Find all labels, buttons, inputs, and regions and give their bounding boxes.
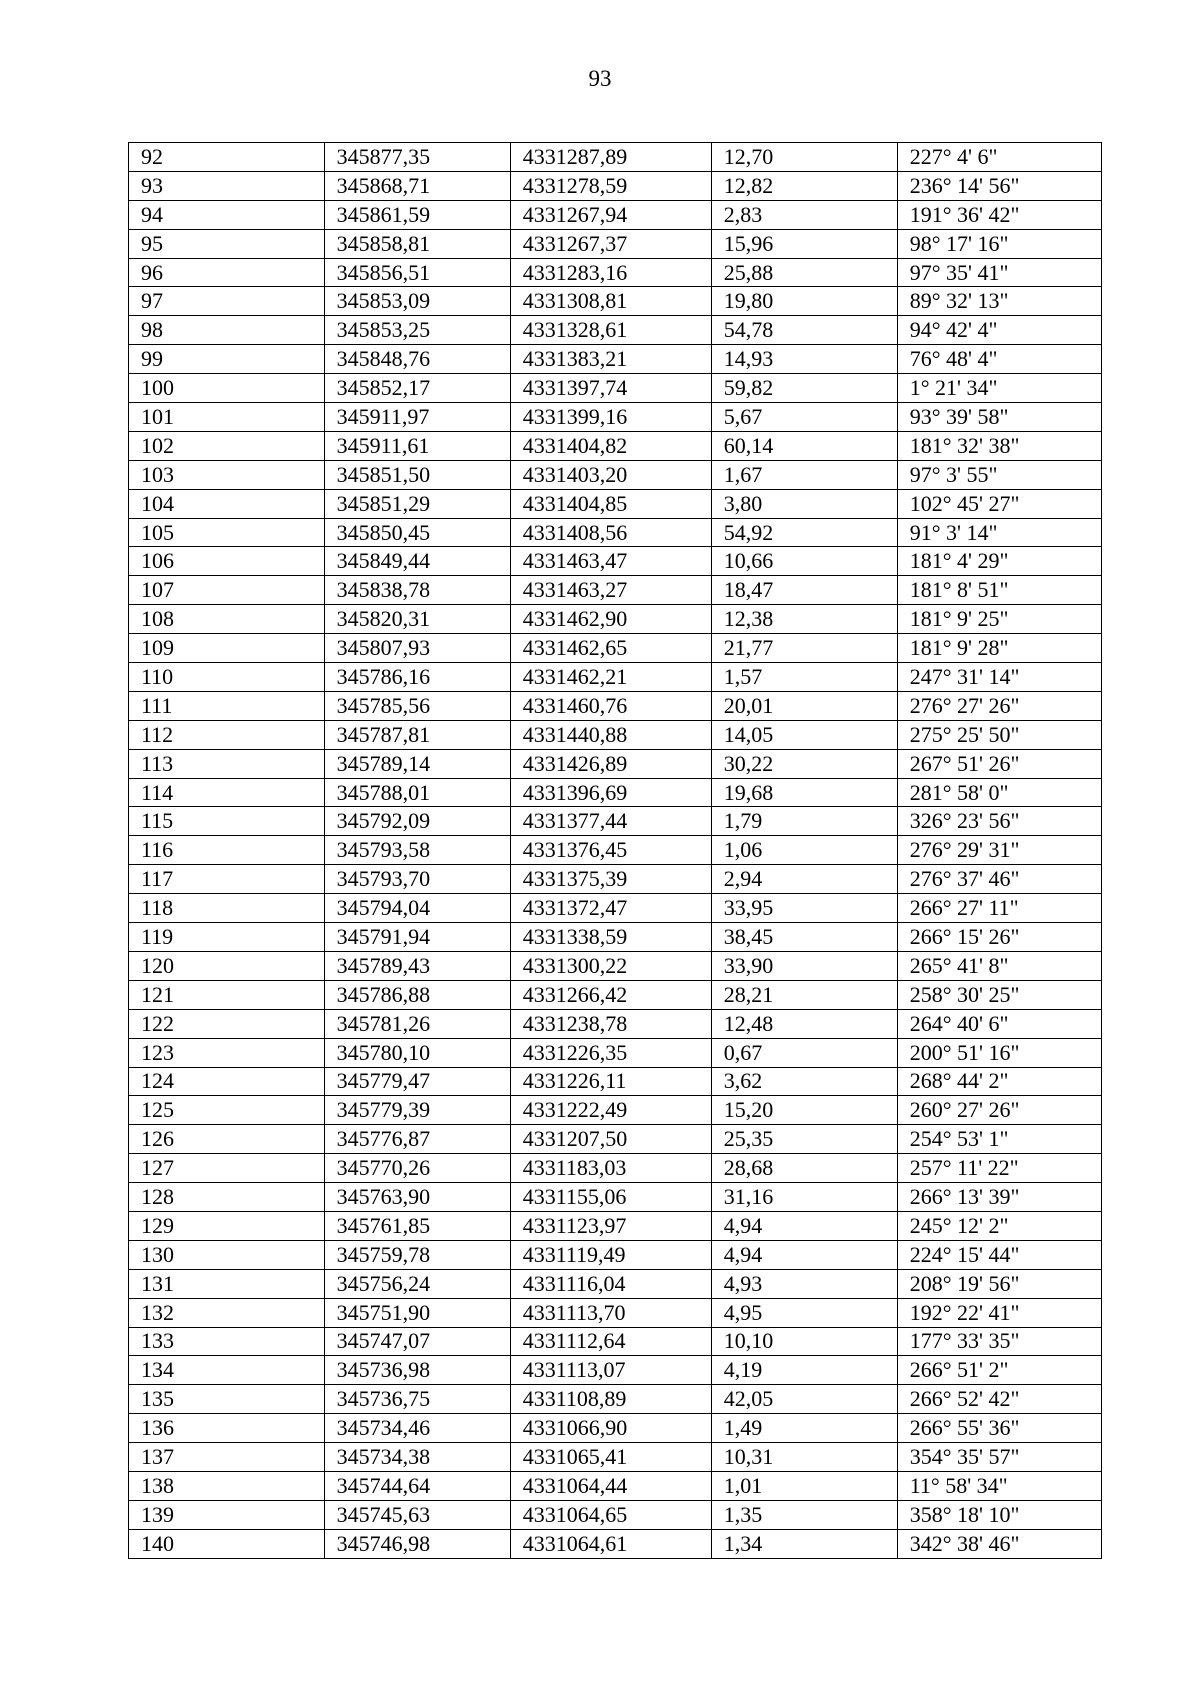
y-coordinate-cell: 4331238,78: [510, 1009, 711, 1038]
bearing-cell: 102° 45' 27": [897, 489, 1101, 518]
table-row: [129, 287, 1102, 316]
point-number-cell: 102: [129, 431, 325, 460]
x-coordinate-cell: 345747,07: [324, 1327, 510, 1356]
bearing-cell: 98° 17' 16": [897, 229, 1101, 258]
y-coordinate-cell: 4331066,90: [510, 1414, 711, 1443]
distance-cell: 10,31: [711, 1443, 897, 1472]
table-row: [129, 1183, 1102, 1212]
y-coordinate-cell: 4331064,44: [510, 1471, 711, 1500]
table-row: [129, 1125, 1102, 1154]
y-coordinate-cell: 4331112,64: [510, 1327, 711, 1356]
point-number-cell: 140: [129, 1529, 325, 1558]
point-number-cell: 124: [129, 1067, 325, 1096]
y-coordinate-cell: 4331403,20: [510, 460, 711, 489]
bearing-cell: 265° 41' 8": [897, 951, 1101, 980]
point-number-cell: 96: [129, 258, 325, 287]
point-number-cell: 114: [129, 778, 325, 807]
y-coordinate-cell: 4331377,44: [510, 807, 711, 836]
table-row: [129, 1529, 1102, 1558]
table-row: [129, 1009, 1102, 1038]
y-coordinate-cell: 4331463,47: [510, 547, 711, 576]
bearing-cell: 266° 27' 11": [897, 894, 1101, 923]
table-row: [129, 1500, 1102, 1529]
distance-cell: 2,94: [711, 865, 897, 894]
distance-cell: 19,68: [711, 778, 897, 807]
y-coordinate-cell: 4331440,88: [510, 720, 711, 749]
bearing-cell: 266° 15' 26": [897, 923, 1101, 952]
x-coordinate-cell: 345734,46: [324, 1414, 510, 1443]
table-row: [129, 1067, 1102, 1096]
x-coordinate-cell: 345861,59: [324, 200, 510, 229]
table-row: [129, 1298, 1102, 1327]
bearing-cell: 94° 42' 4": [897, 316, 1101, 345]
x-coordinate-cell: 345794,04: [324, 894, 510, 923]
distance-cell: 4,94: [711, 1240, 897, 1269]
y-coordinate-cell: 4331397,74: [510, 374, 711, 403]
point-number-cell: 115: [129, 807, 325, 836]
x-coordinate-cell: 345781,26: [324, 1009, 510, 1038]
distance-cell: 4,94: [711, 1211, 897, 1240]
y-coordinate-cell: 4331308,81: [510, 287, 711, 316]
distance-cell: 60,14: [711, 431, 897, 460]
y-coordinate-cell: 4331283,16: [510, 258, 711, 287]
distance-cell: 15,20: [711, 1096, 897, 1125]
bearing-cell: 247° 31' 14": [897, 663, 1101, 692]
x-coordinate-cell: 345848,76: [324, 345, 510, 374]
bearing-cell: 227° 4' 6": [897, 143, 1101, 172]
y-coordinate-cell: 4331338,59: [510, 923, 711, 952]
bearing-cell: 181° 9' 28": [897, 634, 1101, 663]
x-coordinate-cell: 345736,75: [324, 1385, 510, 1414]
table-row: [129, 720, 1102, 749]
table-row: [129, 1240, 1102, 1269]
point-number-cell: 135: [129, 1385, 325, 1414]
x-coordinate-cell: 345770,26: [324, 1154, 510, 1183]
point-number-cell: 97: [129, 287, 325, 316]
x-coordinate-cell: 345734,38: [324, 1443, 510, 1472]
point-number-cell: 110: [129, 663, 325, 692]
point-number-cell: 104: [129, 489, 325, 518]
bearing-cell: 258° 30' 25": [897, 980, 1101, 1009]
table-row: [129, 1327, 1102, 1356]
x-coordinate-cell: 345786,88: [324, 980, 510, 1009]
x-coordinate-cell: 345744,64: [324, 1471, 510, 1500]
bearing-cell: 266° 55' 36": [897, 1414, 1101, 1443]
distance-cell: 1,79: [711, 807, 897, 836]
point-number-cell: 105: [129, 518, 325, 547]
table-row: [129, 691, 1102, 720]
distance-cell: 54,92: [711, 518, 897, 547]
bearing-cell: 200° 51' 16": [897, 1038, 1101, 1067]
table-row: [129, 171, 1102, 200]
y-coordinate-cell: 4331399,16: [510, 403, 711, 432]
x-coordinate-cell: 345789,43: [324, 951, 510, 980]
bearing-cell: 91° 3' 14": [897, 518, 1101, 547]
table-row: [129, 894, 1102, 923]
bearing-cell: 268° 44' 2": [897, 1067, 1101, 1096]
point-number-cell: 138: [129, 1471, 325, 1500]
x-coordinate-cell: 345745,63: [324, 1500, 510, 1529]
point-number-cell: 139: [129, 1500, 325, 1529]
point-number-cell: 133: [129, 1327, 325, 1356]
distance-cell: 1,01: [711, 1471, 897, 1500]
bearing-cell: 11° 58' 34": [897, 1471, 1101, 1500]
distance-cell: 1,49: [711, 1414, 897, 1443]
point-number-cell: 123: [129, 1038, 325, 1067]
y-coordinate-cell: 4331404,82: [510, 431, 711, 460]
y-coordinate-cell: 4331226,11: [510, 1067, 711, 1096]
point-number-cell: 120: [129, 951, 325, 980]
distance-cell: 4,93: [711, 1269, 897, 1298]
distance-cell: 10,10: [711, 1327, 897, 1356]
y-coordinate-cell: 4331064,61: [510, 1529, 711, 1558]
point-number-cell: 92: [129, 143, 325, 172]
table-row: [129, 1443, 1102, 1472]
bearing-cell: 260° 27' 26": [897, 1096, 1101, 1125]
x-coordinate-cell: 345856,51: [324, 258, 510, 287]
distance-cell: 28,68: [711, 1154, 897, 1183]
point-number-cell: 111: [129, 691, 325, 720]
bearing-cell: 97° 35' 41": [897, 258, 1101, 287]
distance-cell: 12,82: [711, 171, 897, 200]
x-coordinate-cell: 345911,61: [324, 431, 510, 460]
x-coordinate-cell: 345792,09: [324, 807, 510, 836]
bearing-cell: 266° 13' 39": [897, 1183, 1101, 1212]
x-coordinate-cell: 345851,29: [324, 489, 510, 518]
bearing-cell: 276° 27' 26": [897, 691, 1101, 720]
distance-cell: 20,01: [711, 691, 897, 720]
x-coordinate-cell: 345746,98: [324, 1529, 510, 1558]
y-coordinate-cell: 4331408,56: [510, 518, 711, 547]
table-row: [129, 1471, 1102, 1500]
distance-cell: 28,21: [711, 980, 897, 1009]
point-number-cell: 98: [129, 316, 325, 345]
table-row: [129, 345, 1102, 374]
bearing-cell: 177° 33' 35": [897, 1327, 1101, 1356]
distance-cell: 3,80: [711, 489, 897, 518]
x-coordinate-cell: 345779,39: [324, 1096, 510, 1125]
table-row: [129, 1154, 1102, 1183]
table-row: [129, 605, 1102, 634]
y-coordinate-cell: 4331113,70: [510, 1298, 711, 1327]
point-number-cell: 108: [129, 605, 325, 634]
distance-cell: 4,95: [711, 1298, 897, 1327]
distance-cell: 59,82: [711, 374, 897, 403]
point-number-cell: 118: [129, 894, 325, 923]
y-coordinate-cell: 4331462,21: [510, 663, 711, 692]
y-coordinate-cell: 4331328,61: [510, 316, 711, 345]
point-number-cell: 109: [129, 634, 325, 663]
point-number-cell: 128: [129, 1183, 325, 1212]
point-number-cell: 116: [129, 836, 325, 865]
y-coordinate-cell: 4331065,41: [510, 1443, 711, 1472]
bearing-cell: 181° 4' 29": [897, 547, 1101, 576]
x-coordinate-cell: 345763,90: [324, 1183, 510, 1212]
x-coordinate-cell: 345853,09: [324, 287, 510, 316]
point-number-cell: 113: [129, 749, 325, 778]
point-number-cell: 137: [129, 1443, 325, 1472]
table-row: [129, 980, 1102, 1009]
bearing-cell: 1° 21' 34": [897, 374, 1101, 403]
bearing-cell: 97° 3' 55": [897, 460, 1101, 489]
point-number-cell: 112: [129, 720, 325, 749]
distance-cell: 21,77: [711, 634, 897, 663]
distance-cell: 31,16: [711, 1183, 897, 1212]
bearing-cell: 208° 19' 56": [897, 1269, 1101, 1298]
y-coordinate-cell: 4331462,90: [510, 605, 711, 634]
distance-cell: 18,47: [711, 576, 897, 605]
bearing-cell: 224° 15' 44": [897, 1240, 1101, 1269]
distance-cell: 1,34: [711, 1529, 897, 1558]
distance-cell: 14,93: [711, 345, 897, 374]
y-coordinate-cell: 4331376,45: [510, 836, 711, 865]
point-number-cell: 94: [129, 200, 325, 229]
table-row: [129, 1414, 1102, 1443]
x-coordinate-cell: 345858,81: [324, 229, 510, 258]
point-number-cell: 103: [129, 460, 325, 489]
x-coordinate-cell: 345851,50: [324, 460, 510, 489]
point-number-cell: 93: [129, 171, 325, 200]
distance-cell: 2,83: [711, 200, 897, 229]
y-coordinate-cell: 4331404,85: [510, 489, 711, 518]
bearing-cell: 264° 40' 6": [897, 1009, 1101, 1038]
distance-cell: 1,06: [711, 836, 897, 865]
y-coordinate-cell: 4331108,89: [510, 1385, 711, 1414]
point-number-cell: 117: [129, 865, 325, 894]
y-coordinate-cell: 4331267,37: [510, 229, 711, 258]
table-row: [129, 200, 1102, 229]
y-coordinate-cell: 4331113,07: [510, 1356, 711, 1385]
distance-cell: 10,66: [711, 547, 897, 576]
y-coordinate-cell: 4331155,06: [510, 1183, 711, 1212]
table-row: [129, 865, 1102, 894]
y-coordinate-cell: 4331266,42: [510, 980, 711, 1009]
distance-cell: 3,62: [711, 1067, 897, 1096]
point-number-cell: 122: [129, 1009, 325, 1038]
bearing-cell: 93° 39' 58": [897, 403, 1101, 432]
y-coordinate-cell: 4331372,47: [510, 894, 711, 923]
bearing-cell: 358° 18' 10": [897, 1500, 1101, 1529]
x-coordinate-cell: 345850,45: [324, 518, 510, 547]
x-coordinate-cell: 345793,58: [324, 836, 510, 865]
table-row: [129, 143, 1102, 172]
table-row: [129, 1211, 1102, 1240]
point-number-cell: 131: [129, 1269, 325, 1298]
table-row: [129, 1096, 1102, 1125]
y-coordinate-cell: 4331064,65: [510, 1500, 711, 1529]
table-row: [129, 518, 1102, 547]
point-number-cell: 126: [129, 1125, 325, 1154]
point-number-cell: 99: [129, 345, 325, 374]
table-row: [129, 460, 1102, 489]
table-row: [129, 258, 1102, 287]
coordinates-table: [128, 142, 1102, 1559]
distance-cell: 5,67: [711, 403, 897, 432]
bearing-cell: 267° 51' 26": [897, 749, 1101, 778]
y-coordinate-cell: 4331460,76: [510, 691, 711, 720]
table-row: [129, 403, 1102, 432]
distance-cell: 4,19: [711, 1356, 897, 1385]
x-coordinate-cell: 345877,35: [324, 143, 510, 172]
table-row: [129, 547, 1102, 576]
distance-cell: 54,78: [711, 316, 897, 345]
bearing-cell: 276° 37' 46": [897, 865, 1101, 894]
x-coordinate-cell: 345852,17: [324, 374, 510, 403]
y-coordinate-cell: 4331375,39: [510, 865, 711, 894]
y-coordinate-cell: 4331183,03: [510, 1154, 711, 1183]
page-number: 93: [588, 66, 612, 91]
point-number-cell: 107: [129, 576, 325, 605]
x-coordinate-cell: 345820,31: [324, 605, 510, 634]
x-coordinate-cell: 345807,93: [324, 634, 510, 663]
table-row: [129, 489, 1102, 518]
x-coordinate-cell: 345911,97: [324, 403, 510, 432]
y-coordinate-cell: 4331116,04: [510, 1269, 711, 1298]
bearing-cell: 275° 25' 50": [897, 720, 1101, 749]
table-row: [129, 229, 1102, 258]
distance-cell: 19,80: [711, 287, 897, 316]
distance-cell: 25,88: [711, 258, 897, 287]
bearing-cell: 236° 14' 56": [897, 171, 1101, 200]
point-number-cell: 101: [129, 403, 325, 432]
point-number-cell: 121: [129, 980, 325, 1009]
x-coordinate-cell: 345793,70: [324, 865, 510, 894]
x-coordinate-cell: 345788,01: [324, 778, 510, 807]
y-coordinate-cell: 4331222,49: [510, 1096, 711, 1125]
table-row: [129, 923, 1102, 952]
table-row: [129, 778, 1102, 807]
distance-cell: 14,05: [711, 720, 897, 749]
distance-cell: 25,35: [711, 1125, 897, 1154]
bearing-cell: 257° 11' 22": [897, 1154, 1101, 1183]
bearing-cell: 181° 9' 25": [897, 605, 1101, 634]
table-row: [129, 1269, 1102, 1298]
y-coordinate-cell: 4331278,59: [510, 171, 711, 200]
x-coordinate-cell: 345779,47: [324, 1067, 510, 1096]
table-row: [129, 431, 1102, 460]
table-row: [129, 1356, 1102, 1385]
bearing-cell: 76° 48' 4": [897, 345, 1101, 374]
table-row: [129, 663, 1102, 692]
distance-cell: 1,67: [711, 460, 897, 489]
point-number-cell: 125: [129, 1096, 325, 1125]
distance-cell: 0,67: [711, 1038, 897, 1067]
y-coordinate-cell: 4331119,49: [510, 1240, 711, 1269]
distance-cell: 12,70: [711, 143, 897, 172]
point-number-cell: 130: [129, 1240, 325, 1269]
y-coordinate-cell: 4331267,94: [510, 200, 711, 229]
point-number-cell: 129: [129, 1211, 325, 1240]
x-coordinate-cell: 345853,25: [324, 316, 510, 345]
x-coordinate-cell: 345751,90: [324, 1298, 510, 1327]
table-row: [129, 374, 1102, 403]
y-coordinate-cell: 4331383,21: [510, 345, 711, 374]
x-coordinate-cell: 345838,78: [324, 576, 510, 605]
x-coordinate-cell: 345789,14: [324, 749, 510, 778]
distance-cell: 1,57: [711, 663, 897, 692]
x-coordinate-cell: 345756,24: [324, 1269, 510, 1298]
x-coordinate-cell: 345761,85: [324, 1211, 510, 1240]
table-row: [129, 576, 1102, 605]
x-coordinate-cell: 345849,44: [324, 547, 510, 576]
bearing-cell: 266° 52' 42": [897, 1385, 1101, 1414]
distance-cell: 33,90: [711, 951, 897, 980]
bearing-cell: 191° 36' 42": [897, 200, 1101, 229]
x-coordinate-cell: 345868,71: [324, 171, 510, 200]
point-number-cell: 132: [129, 1298, 325, 1327]
coordinates-table-body: [129, 143, 1102, 1559]
x-coordinate-cell: 345786,16: [324, 663, 510, 692]
table-row: [129, 1385, 1102, 1414]
distance-cell: 15,96: [711, 229, 897, 258]
distance-cell: 42,05: [711, 1385, 897, 1414]
bearing-cell: 354° 35' 57": [897, 1443, 1101, 1472]
bearing-cell: 245° 12' 2": [897, 1211, 1101, 1240]
bearing-cell: 181° 8' 51": [897, 576, 1101, 605]
bearing-cell: 276° 29' 31": [897, 836, 1101, 865]
x-coordinate-cell: 345791,94: [324, 923, 510, 952]
distance-cell: 12,38: [711, 605, 897, 634]
x-coordinate-cell: 345759,78: [324, 1240, 510, 1269]
y-coordinate-cell: 4331300,22: [510, 951, 711, 980]
table-row: [129, 1038, 1102, 1067]
bearing-cell: 281° 58' 0": [897, 778, 1101, 807]
y-coordinate-cell: 4331123,97: [510, 1211, 711, 1240]
table-row: [129, 634, 1102, 663]
point-number-cell: 95: [129, 229, 325, 258]
distance-cell: 1,35: [711, 1500, 897, 1529]
y-coordinate-cell: 4331226,35: [510, 1038, 711, 1067]
distance-cell: 38,45: [711, 923, 897, 952]
x-coordinate-cell: 345776,87: [324, 1125, 510, 1154]
table-row: [129, 316, 1102, 345]
y-coordinate-cell: 4331287,89: [510, 143, 711, 172]
table-row: [129, 749, 1102, 778]
y-coordinate-cell: 4331426,89: [510, 749, 711, 778]
bearing-cell: 342° 38' 46": [897, 1529, 1101, 1558]
point-number-cell: 136: [129, 1414, 325, 1443]
point-number-cell: 127: [129, 1154, 325, 1183]
point-number-cell: 106: [129, 547, 325, 576]
y-coordinate-cell: 4331462,65: [510, 634, 711, 663]
table-row: [129, 951, 1102, 980]
point-number-cell: 119: [129, 923, 325, 952]
point-number-cell: 100: [129, 374, 325, 403]
x-coordinate-cell: 345780,10: [324, 1038, 510, 1067]
y-coordinate-cell: 4331463,27: [510, 576, 711, 605]
bearing-cell: 254° 53' 1": [897, 1125, 1101, 1154]
bearing-cell: 326° 23' 56": [897, 807, 1101, 836]
bearing-cell: 89° 32' 13": [897, 287, 1101, 316]
bearing-cell: 181° 32' 38": [897, 431, 1101, 460]
distance-cell: 12,48: [711, 1009, 897, 1038]
point-number-cell: 134: [129, 1356, 325, 1385]
distance-cell: 30,22: [711, 749, 897, 778]
y-coordinate-cell: 4331207,50: [510, 1125, 711, 1154]
distance-cell: 33,95: [711, 894, 897, 923]
bearing-cell: 192° 22' 41": [897, 1298, 1101, 1327]
table-row: [129, 836, 1102, 865]
bearing-cell: 266° 51' 2": [897, 1356, 1101, 1385]
x-coordinate-cell: 345787,81: [324, 720, 510, 749]
y-coordinate-cell: 4331396,69: [510, 778, 711, 807]
x-coordinate-cell: 345785,56: [324, 691, 510, 720]
table-row: [129, 807, 1102, 836]
x-coordinate-cell: 345736,98: [324, 1356, 510, 1385]
